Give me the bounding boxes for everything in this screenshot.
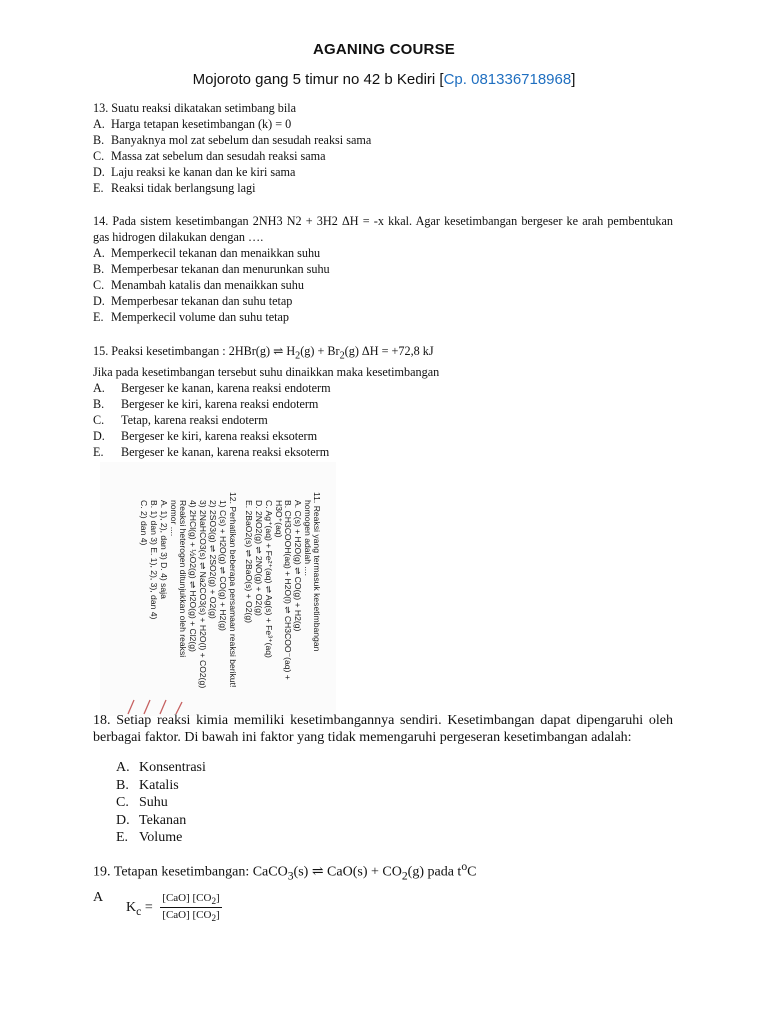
question-13-option-a <box>93 116 673 132</box>
scanned-question-svg <box>100 462 336 716</box>
scan-line: B. 1) dan 3) E. 1), 2), 3), dan 4) <box>149 500 159 620</box>
option-letter: E. <box>93 445 104 460</box>
question-15-option-a <box>93 380 673 396</box>
option-letter: B. <box>116 777 129 793</box>
question-18-option-a <box>116 759 673 777</box>
address-line <box>0 71 768 88</box>
stem-part: (g) pada t <box>407 864 462 880</box>
option-text: Harga tetapan kesetimbangan (k) = 0 <box>111 117 292 131</box>
stem-part: (g) ΔH = +72,8 kJ <box>344 344 434 358</box>
question-15 <box>93 343 673 460</box>
subscript: 2 <box>295 350 301 362</box>
stem-part: C <box>467 864 477 880</box>
question-13-option-b <box>93 132 673 148</box>
option-letter: E. <box>93 181 104 195</box>
scan-line: homogen adalah .... <box>303 500 313 576</box>
option-letter: D. <box>93 165 105 179</box>
option-text: Tekanan <box>139 812 187 828</box>
question-14-stem: 14. Pada sistem kesetimbangan 2NH3 N2 + 3H2 ΔH = -x kkal. Agar kesetimbangan bergeser ke arah pembentukan gas hidrogen dilakukan dengan …. <box>93 214 673 244</box>
question-14-option-a <box>93 245 673 261</box>
question-19-stem <box>93 860 476 882</box>
k-letter: K <box>126 900 137 915</box>
option-text: Massa zat sebelum dan sesudah reaksi sama <box>111 149 326 163</box>
option-text: Bergeser ke kiri, karena reaksi eksoterm <box>121 429 318 444</box>
den-part: [CaO] [CO <box>162 909 212 922</box>
question-18 <box>93 712 673 847</box>
scan-line: C. Ag⁺(aq) + Fe²⁺(aq) ⇌ Ag(s) + Fe³⁺(aq) <box>264 500 274 658</box>
option-letter: D. <box>93 429 105 444</box>
option-text: Menambah katalis dan menaikkan suhu <box>111 278 304 292</box>
option-letter: D. <box>93 294 105 308</box>
kc-fraction <box>160 892 222 923</box>
question-13-option-c <box>93 148 673 164</box>
option-text: Bergeser ke kanan, karena reaksi endoterm <box>121 381 331 396</box>
fraction-denominator <box>160 908 222 923</box>
option-text: Memperbesar tekanan dan menurunkan suhu <box>111 262 330 276</box>
question-18-option-d <box>116 812 673 830</box>
question-15-stem-2: Jika pada kesetimbangan tersebut suhu dinaikkan maka kesetimbangan <box>93 365 440 380</box>
option-text: Konsentrasi <box>139 760 206 775</box>
scan-line: Reaksi heterogen ditunjukkan oleh reaksi <box>178 500 188 658</box>
scanned-question-image <box>100 462 336 716</box>
option-text: Bergeser ke kanan, karena reaksi eksoterm <box>121 445 330 460</box>
phone-number: Cp. 081336718968 <box>443 71 572 88</box>
scan-line: 4) 2HCl(g) + ½O2(g) ⇌ H2O(g) + Cl2(g) <box>188 500 198 652</box>
option-text: Memperkecil volume dan suhu tetap <box>111 310 290 324</box>
option-text: Laju reaksi ke kanan dan ke kiri sama <box>111 165 296 179</box>
option-letter: B. <box>93 133 105 147</box>
question-14-option-c <box>93 277 673 293</box>
option-text: Volume <box>139 830 183 845</box>
question-13-option-d <box>93 164 673 180</box>
answer-a-label: A <box>93 890 104 905</box>
scan-line: A. C(s) + H2O(g) ⇌ CO(g) + H2(g) <box>293 500 303 632</box>
stem-part: (g) + Br <box>300 344 340 358</box>
fraction-numerator <box>160 892 222 908</box>
question-14-option-d <box>93 293 673 309</box>
question-18-option-c <box>116 794 673 812</box>
option-text: Memperkecil tekanan dan menaikkan suhu <box>111 246 321 260</box>
superscript: o <box>461 860 468 873</box>
option-letter: A. <box>93 246 105 260</box>
scan-line: 12. Perhatikan beberapa persamaan reaksi berikut! <box>228 492 238 688</box>
subscript: 3 <box>287 869 294 883</box>
question-15-option-b <box>93 396 673 412</box>
scan-line: 2) 2SO3(g) ⇌ 2SO2(g) + O2(g) <box>208 500 218 619</box>
scan-line: B. CH3COOH(aq) + H2O(l) ⇌ CH3COO⁻(aq) + <box>283 500 293 680</box>
scan-line: E. 2BaO2(s) ⇌ 2BaO(s) + O2(g) <box>244 500 254 624</box>
stem-part: 15. Peaksi kesetimbangan : 2HBr(g) ⇌ H <box>93 344 296 358</box>
k-subscript: c <box>136 904 142 918</box>
question-14-option-e <box>93 309 673 325</box>
option-text: Banyaknya mol zat sebelum dan sesudah reaksi sama <box>111 133 372 147</box>
page-title: AGANING COURSE <box>313 41 455 58</box>
option-text: Tetap, karena reaksi endoterm <box>121 413 268 428</box>
kc-symbol <box>126 900 153 918</box>
question-15-stem <box>93 343 673 364</box>
option-text: Reaksi tidak berlangsung lagi <box>111 181 256 195</box>
option-letter: A. <box>116 760 130 775</box>
option-letter: C. <box>93 149 105 163</box>
option-letter: A. <box>93 381 105 396</box>
stem-part: (s) ⇌ CaO(s) + CO <box>293 864 402 880</box>
scan-line: A. 1), 2), dan 3) D. 4) saja <box>159 500 169 599</box>
option-letter: D. <box>116 812 130 828</box>
option-text: Memperbesar tekanan dan suhu tetap <box>111 294 293 308</box>
num-part: [CaO] [CO <box>162 892 212 904</box>
subscript: 2 <box>339 350 345 362</box>
scan-line: C. 2) dan 4) <box>139 500 149 546</box>
stem-part: 19. Tetapan kesetimbangan: CaCO <box>93 864 288 880</box>
question-15-option-e <box>93 444 673 460</box>
address-close: ] <box>571 71 576 88</box>
address-text: Mojoroto gang 5 timur no 42 b Kediri [ <box>192 71 444 88</box>
question-14-option-b <box>93 261 673 277</box>
question-13-option-e <box>93 180 673 196</box>
question-15-option-d <box>93 428 673 444</box>
question-18-stem: 18. Setiap reaksi kimia memiliki kesetimbangannya sendiri. Kesetimbangan dapat dipengaruhi oleh berbagai faktor. Di bawah ini faktor yang tidak memengaruhi pergeseran kesetimbangan adalah: <box>93 713 673 745</box>
den-subscript: 2 <box>211 913 217 924</box>
den-part: ] <box>216 909 220 922</box>
question-13-stem: 13. Suatu reaksi dikatakan setimbang bila <box>93 101 297 115</box>
scan-line: 3) 2NaHCO3(s) ⇌ Na2CO3(s) + H2O(l) + CO2(g) <box>198 500 208 689</box>
option-letter: C. <box>116 795 129 810</box>
option-letter: B. <box>93 397 105 412</box>
option-letter: C. <box>93 278 105 292</box>
option-text: Suhu <box>139 795 168 810</box>
option-text: Bergeser ke kiri, karena reaksi endoterm <box>121 397 319 412</box>
question-15-option-c <box>93 412 673 428</box>
option-letter: E. <box>93 310 104 324</box>
option-letter: A. <box>93 117 105 131</box>
equals-sign: = <box>141 900 153 915</box>
subscript: 2 <box>401 869 408 883</box>
scan-line: 1) C(s) + H2O(g) ⇌ CO(g) + H2(g) <box>218 500 228 631</box>
option-text: Katalis <box>139 777 179 793</box>
scan-line: H3O⁺(aq) <box>274 500 284 538</box>
option-letter: E. <box>116 830 129 845</box>
question-18-options <box>116 759 673 847</box>
option-letter: B. <box>93 262 105 276</box>
scan-line: nomor .... <box>169 500 179 537</box>
num-part: ] <box>216 892 220 904</box>
num-subscript: 2 <box>211 896 217 907</box>
option-letter: C. <box>93 413 105 428</box>
question-13 <box>93 100 673 196</box>
question-18-option-e <box>116 829 673 847</box>
question-14 <box>93 213 673 325</box>
scan-line: D. 2NO2(g) ⇌ 2NO(g) + O2(g) <box>254 500 264 616</box>
scan-line: 11. Reaksi yang termasuk kesetimbangan <box>312 492 322 652</box>
question-18-option-b <box>116 777 673 795</box>
